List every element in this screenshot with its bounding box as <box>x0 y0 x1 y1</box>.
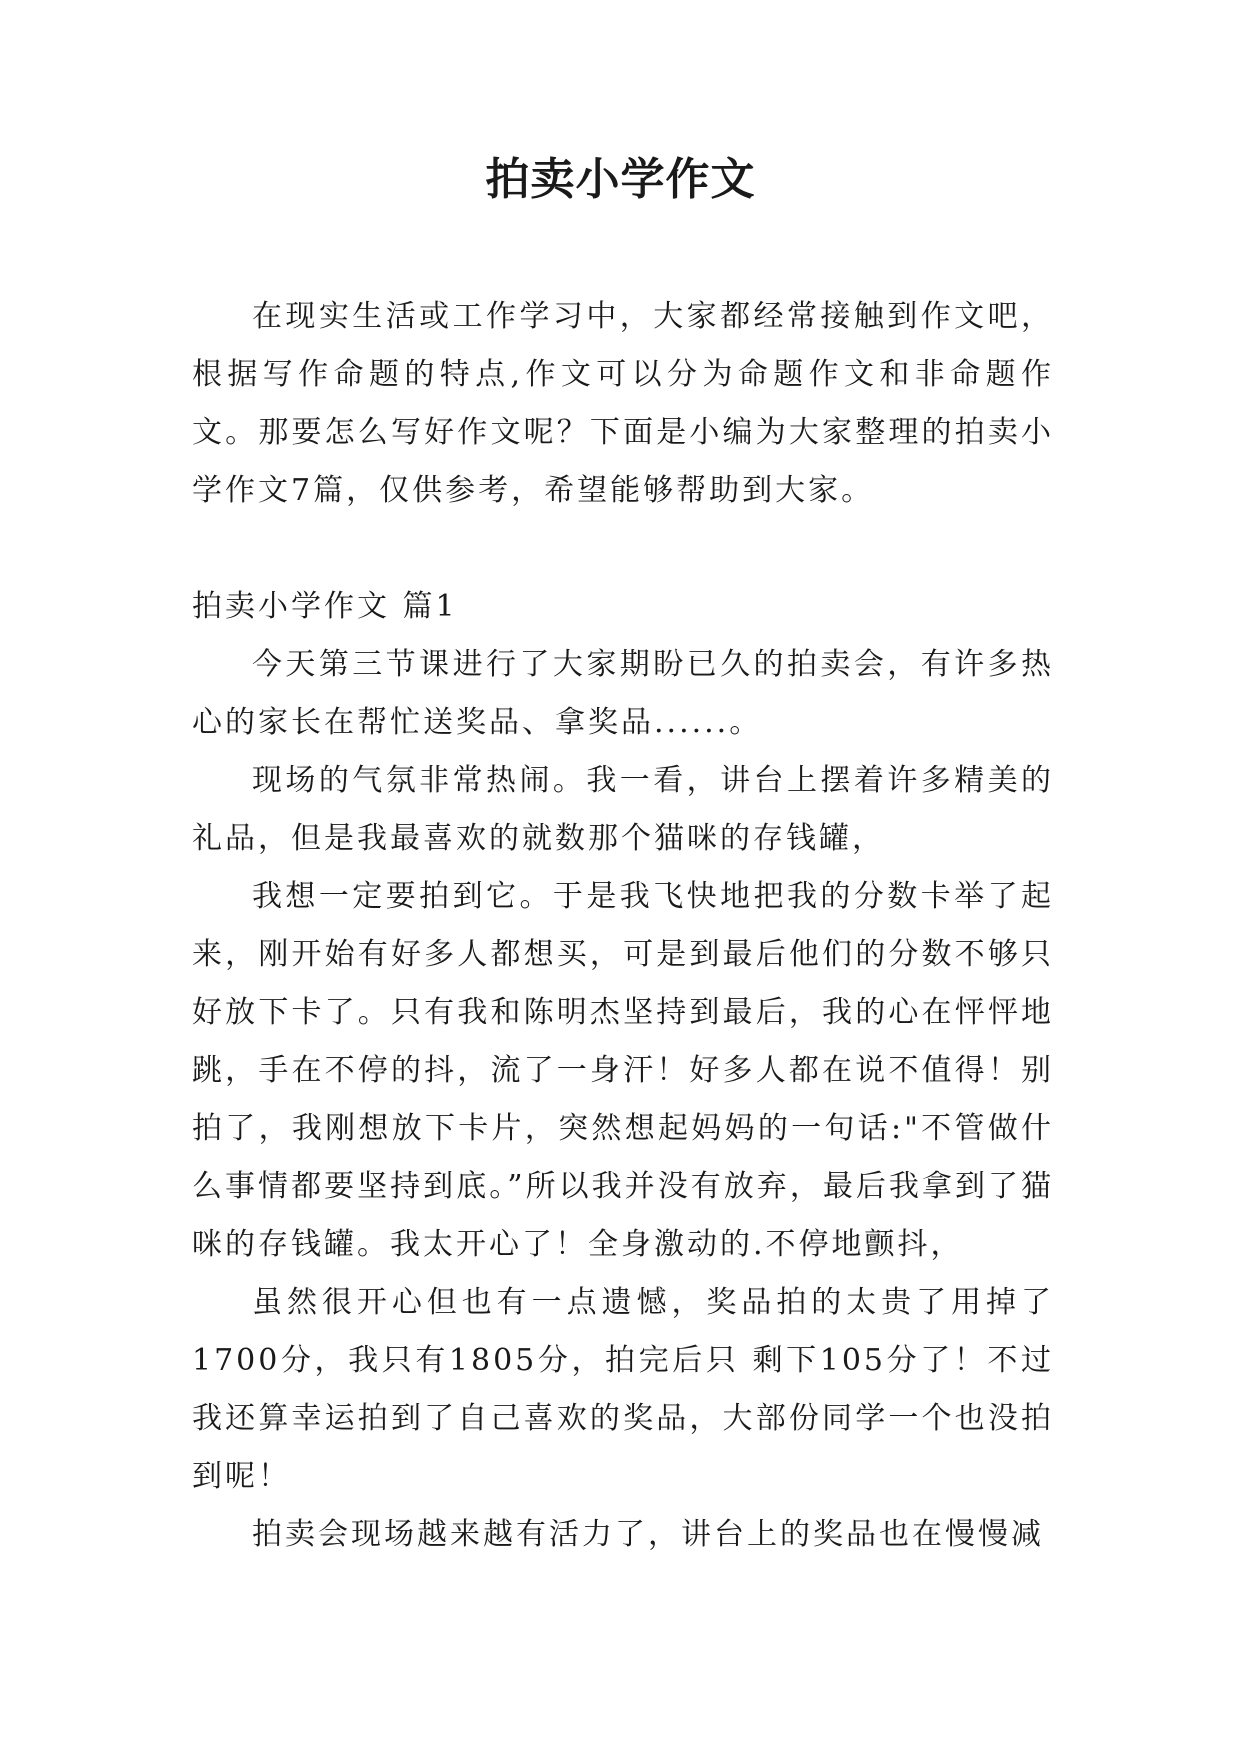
body-paragraph: 现场的气氛非常热闹。我一看，讲台上摆着许多精美的礼品，但是我最喜欢的就数那个猫咪的存钱罐， <box>192 763 1054 856</box>
document-body <box>192 288 1054 1564</box>
document-title: 拍卖小学作文 <box>485 154 756 205</box>
body-paragraph: 拍卖会现场越来越有活力了，讲台上的奖品也在慢慢减 <box>252 1517 1044 1552</box>
section-heading: 拍卖小学作文 篇1 <box>192 589 458 624</box>
body-paragraph: 我想一定要拍到它。于是我飞快地把我的分数卡举了起来，刚开始有好多人都想买，可是到最后他们的分数不够只好放下卡了。只有我和陈明杰坚持到最后，我的心在怦怦地跳，手在不停的抖，流了一身汗！好多人都在说不值得！别拍了，我刚想放下卡片，突然想起妈妈的一句话:"不管做什么事情都要坚持到底。”所以我并没有放弃，最后我拿到了猫咪的存钱罐。我太开心了！全身激动的.不停地颤抖， <box>192 879 1054 1262</box>
intro-paragraph: 在现实生活或工作学习中，大家都经常接触到作文吧，根据写作命题的特点,作文可以分为命题作文和非命题作文。那要怎么写好作文呢？下面是小编为大家整理的拍卖小学作文7篇，仅供参考，希望能够帮助到大家。 <box>192 299 1054 508</box>
body-paragraph: 今天第三节课进行了大家期盼已久的拍卖会，有许多热心的家长在帮忙送奖品、拿奖品......。 <box>192 647 1054 740</box>
body-paragraph: 虽然很开心但也有一点遗憾，奖品拍的太贵了用掉了1700分，我只有1805分，拍完后只 剩下105分了！不过我还算幸运拍到了自己喜欢的奖品，大部份同学一个也没拍到呢！ <box>192 1285 1054 1494</box>
